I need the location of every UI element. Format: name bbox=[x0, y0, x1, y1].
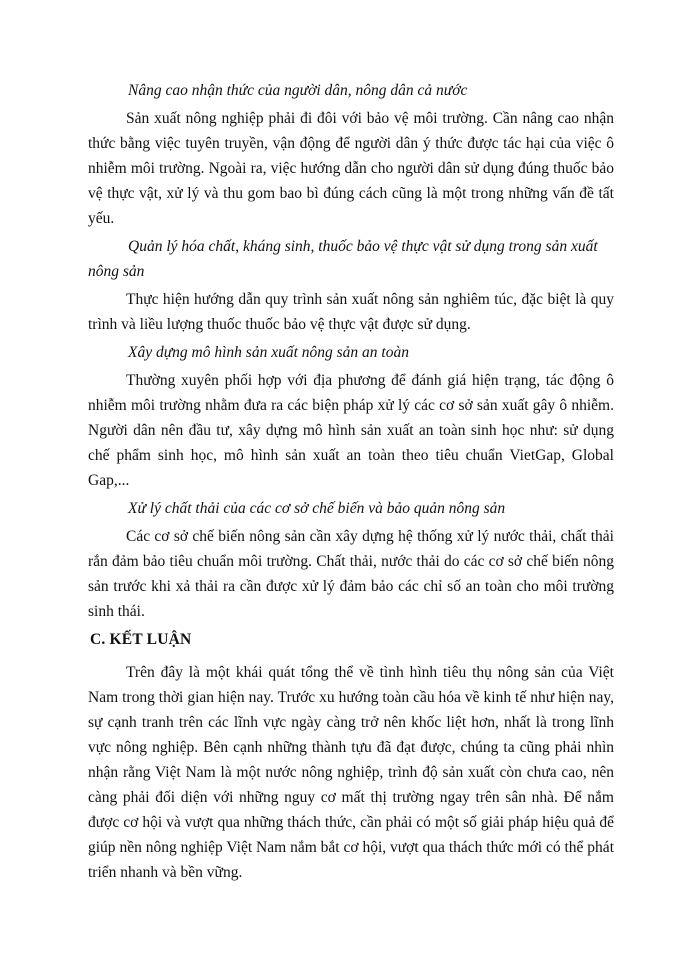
document-page bbox=[88, 78, 614, 888]
section-title-conclusion: C. KẾT LUẬN bbox=[90, 631, 192, 648]
paragraph-safe-production-model: Thường xuyên phối hợp với địa phương để đánh giá hiện trạng, tác động ô nhiễm môi trường nhằm đưa ra các biện pháp xử lý các cơ sở sản xuất gây ô nhiễm. Người dân nên đầu tư, xây dựng mô hình sản xuất an toàn sinh học như: sử dụng chế phẩm sinh học, mô hình sản xuất an toàn theo tiêu chuẩn VietGap, Global Gap,... bbox=[88, 372, 614, 489]
subheading-chemical-management: Quản lý hóa chất, kháng sinh, thuốc bảo vệ thực vật sử dụng trong sản xuất nông sản bbox=[88, 238, 598, 280]
paragraph-waste-treatment: Các cơ sở chế biến nông sản cần xây dựng hệ thống xử lý nước thải, chất thải rắn đảm bảo tiêu chuẩn môi trường. Chất thải, nước thải do các cơ sở chế biến nông sản trước khi xả thải ra cần được xử lý đảm bảo các chỉ số an toàn cho môi trường sinh thái. bbox=[88, 528, 614, 620]
paragraph-awareness: Sản xuất nông nghiệp phải đi đôi với bảo vệ môi trường. Cần nâng cao nhận thức bằng việc tuyên truyền, vận động để người dân ý thức được tác hại của việc ô nhiễm môi trường. Ngoài ra, việc hướng dẫn cho người dân sử dụng đúng thuốc bảo vệ thực vật, xử lý và thu gom bao bì đúng cách cũng là một trong những vấn đề tất yếu. bbox=[88, 110, 614, 227]
paragraph-chemical-management: Thực hiện hướng dẫn quy trình sản xuất nông sản nghiêm túc, đặc biệt là quy trình và liều lượng thuốc thuốc bảo vệ thực vật được sử dụng. bbox=[88, 291, 614, 333]
subheading-safe-production-model: Xây dựng mô hình sản xuất nông sản an toàn bbox=[128, 344, 409, 361]
subheading-waste-treatment: Xử lý chất thải của các cơ sở chế biến và bảo quản nông sản bbox=[128, 500, 506, 517]
paragraph-conclusion: Trên đây là một khái quát tổng thể về tình hình tiêu thụ nông sản của Việt Nam trong thời gian hiện nay. Trước xu hướng toàn cầu hóa về kinh tế như hiện nay, sự cạnh tranh trên các lĩnh vực ngày càng trở nên khốc liệt hơn, nhất là trong lĩnh vực nông nghiệp. Bên cạnh những thành tựu đã đạt được, chúng ta cũng phải nhìn nhận rằng Việt Nam là một nước nông nghiệp, trình độ sản xuất còn chưa cao, nên càng phải đối diện với những nguy cơ mất thị trường ngay trên sân nhà. Để nắm được cơ hội và vượt qua những thách thức, cần phải có một số giải pháp hiệu quả để giúp nền nông nghiệp Việt Nam nắm bắt cơ hội, vượt qua thách thức mới có thể phát triển nhanh và bền vững. bbox=[88, 664, 614, 881]
subheading-awareness: Nâng cao nhận thức của người dân, nông dân cả nước bbox=[128, 82, 468, 99]
